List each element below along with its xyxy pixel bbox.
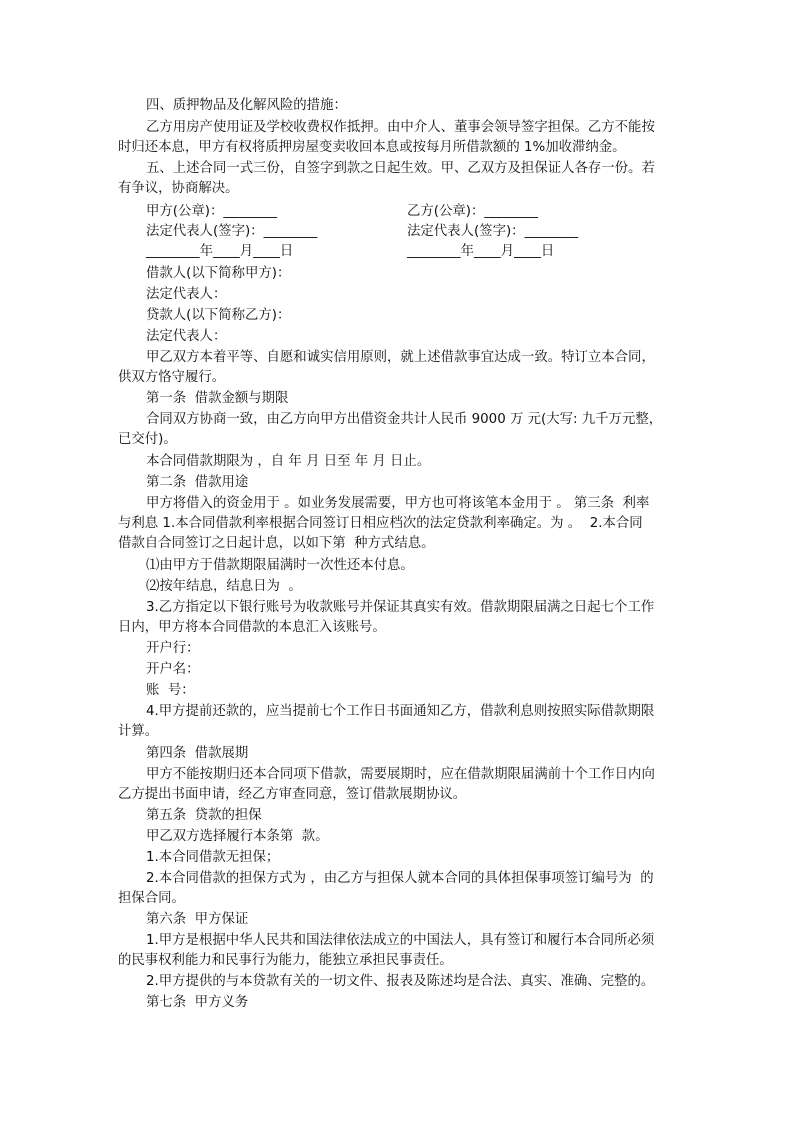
paragraph-line: 的民事权利能力和民事行为能力，能独立承担民事责任。 — [118, 953, 453, 968]
paragraph-line: 甲乙双方本着平等、自愿和诚实信用原则，就上述借款事宜达成一致。特订立本合同， — [146, 350, 655, 365]
account-number-line: 账 号： — [146, 683, 195, 698]
article-title: 第六条 甲方保证 — [146, 912, 249, 927]
paragraph-line: 乙方用房产使用证及学校收费权作抵押。由中介人、董事会领导签字担保。乙方不能按 — [146, 120, 655, 135]
paragraph-line: 已交付)。 — [118, 432, 177, 447]
paragraph-line: 供双方恪守履行。 — [118, 370, 226, 385]
paragraph-line: 担保合同。 — [118, 891, 185, 906]
borrower-line: 借款人(以下简称甲方)： — [146, 266, 291, 281]
paragraph-line: 2.甲方提供的与本贷款有关的一切文件、报表及陈述均是合法、真实、准确、完整的。 — [146, 974, 655, 989]
paragraph-line: 甲乙双方选择履行本条第 款。 — [146, 829, 329, 844]
paragraph-line: 时归还本息，甲方有权将质押房屋变卖收回本息或按每月所借款额的 1%加收滞纳金。 — [118, 140, 626, 155]
article-title: 第四条 借款展期 — [146, 746, 249, 761]
list-item: ⑵按年结息，结息日为 。 — [146, 579, 302, 594]
account-name-line: 开户名： — [146, 662, 200, 677]
signature-party-a: 甲方(公章)：________ — [146, 204, 277, 219]
paragraph-line: 1.甲方是根据中华人民共和国法律依法成立的中国法人，具有签订和履行本合同所必须 — [146, 933, 655, 948]
signature-rep-b: 法定代表人(签字)：________ — [407, 224, 579, 239]
article-title: 第二条 借款用途 — [146, 475, 249, 490]
lender-line: 贷款人(以下简称乙方)： — [146, 308, 291, 323]
article-title: 第一条 借款金额与期限 — [146, 391, 289, 406]
section-heading: 四、质押物品及化解风险的措施： — [146, 98, 347, 113]
paragraph-line: 合同双方协商一致，由乙方向甲方出借资金共计人民币 9000 万 元(大写: 九千万元整， — [146, 412, 663, 427]
paragraph-line: 4.甲方提前还款的，应当提前七个工作日书面通知乙方，借款利息则按照实际借款期限 — [146, 704, 655, 719]
paragraph-line: 本合同借款期限为 ，自 年 月 日至 年 月 日止。 — [146, 454, 431, 469]
bank-name-line: 开户行： — [146, 641, 200, 656]
borrower-rep-line: 法定代表人： — [146, 287, 227, 302]
signature-date-b: ________年____月____日 — [407, 244, 555, 259]
paragraph-line: 计算。 — [118, 724, 159, 739]
paragraph-line: 2.本合同借款的担保方式为 ，由乙方与担保人就本合同的具体担保事项签订编号为 的 — [146, 871, 654, 886]
signature-date-a: ________年____月____日 — [146, 244, 294, 259]
paragraph-line: 甲方将借入的资金用于 。如业务发展需要，甲方也可将该笔本金用于 。 第三条 利率 — [146, 496, 650, 511]
article-title: 第七条 甲方义务 — [146, 995, 249, 1010]
paragraph-line: 甲方不能按期归还本合同项下借款，需要展期时，应在借款期限届满前十个工作日内向 — [146, 767, 655, 782]
paragraph-line: 日内，甲方将本合同借款的本息汇入该账号。 — [118, 620, 386, 635]
list-item: 1.本合同借款无担保； — [146, 850, 280, 865]
paragraph-line: 五、上述合同一式三份，自签字到款之日起生效。甲、乙双方及担保证人各存一份。若 — [146, 161, 655, 176]
article-title: 第五条 贷款的担保 — [146, 808, 262, 823]
paragraph-line: 有争议，协商解决。 — [118, 181, 239, 196]
paragraph-line: 3.乙方指定以下银行账号为收款账号并保证其真实有效。借款期限届满之日起七个工作 — [146, 600, 655, 615]
paragraph-line: 借款自合同签订之日起计息，以如下第 种方式结息。 — [118, 536, 435, 551]
paragraph-line: 乙方提出书面申请，经乙方审查同意，签订借款展期协议。 — [118, 787, 467, 802]
signature-party-b: 乙方(公章)：________ — [407, 204, 538, 219]
lender-rep-line: 法定代表人： — [146, 329, 227, 344]
signature-rep-a: 法定代表人(签字)：________ — [146, 224, 318, 239]
list-item: ⑴由甲方于借款期限届满时一次性还本付息。 — [146, 558, 414, 573]
paragraph-line: 与利息 1.本合同借款利率根据合同签订日相应档次的法定贷款利率确定。为 。 2.本合同 — [118, 516, 643, 531]
